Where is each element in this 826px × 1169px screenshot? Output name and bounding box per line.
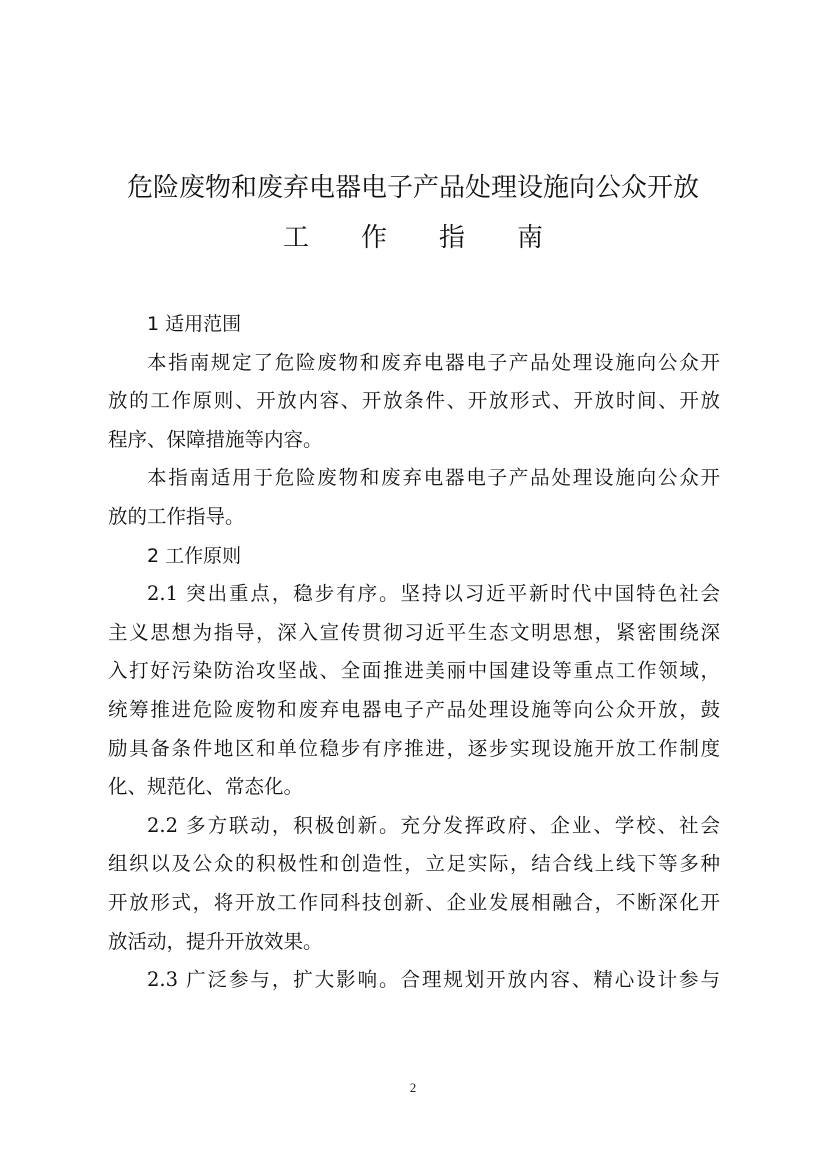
subtitle-char: 工 xyxy=(282,223,309,253)
paragraph-line: 本指南适用于危险废物和废弃电器电子产品处理设施向公众开 xyxy=(147,466,720,490)
subtitle-char: 南 xyxy=(517,223,544,253)
paragraph-line: 放活动，提升开放效果。 xyxy=(108,929,323,953)
section-heading: 1 适用范围 xyxy=(147,313,242,335)
paragraph-line: 2.3 广泛参与，扩大影响。合理规划开放内容、精心设计参与 xyxy=(147,968,720,992)
paragraph-line: 程序、保障措施等内容。 xyxy=(108,427,323,451)
paragraph-line: 主义思想为指导，深入宣传贯彻习近平生态文明思想，紧密围绕深 xyxy=(108,620,720,644)
paragraph-line: 2.1 突出重点，稳步有序。坚持以习近平新时代中国特色社会 xyxy=(147,582,720,606)
document-body xyxy=(108,305,720,1000)
paragraph-line: 入打好污染防治攻坚战、全面推进美丽中国建设等重点工作领域， xyxy=(108,659,720,683)
paragraph-line: 放的工作原则、开放内容、开放条件、开放形式、开放时间、开放 xyxy=(108,389,720,413)
paragraph-line: 化、规范化、常态化。 xyxy=(108,775,304,799)
paragraph-line: 本指南规定了危险废物和废弃电器电子产品处理设施向公众开 xyxy=(147,350,720,374)
page-number: 2 xyxy=(409,1080,417,1095)
paragraph-line: 2.2 多方联动，积极创新。充分发挥政府、企业、学校、社会 xyxy=(147,813,720,837)
section-heading: 2 工作原则 xyxy=(147,544,242,567)
paragraph-line: 统筹推进危险废物和废弃电器电子产品处理设施等向公众开放，鼓 xyxy=(108,697,720,721)
subtitle-char: 指 xyxy=(439,223,466,253)
paragraph-line: 组织以及公众的积极性和创造性，立足实际，结合线上线下等多种 xyxy=(108,852,720,876)
paragraph-line: 放的工作指导。 xyxy=(108,504,245,528)
subtitle-char: 作 xyxy=(360,223,387,253)
paragraph-line: 开放形式，将开放工作同科技创新、企业发展相融合，不断深化开 xyxy=(108,890,720,914)
paragraph-line: 励具备条件地区和单位稳步有序推进，逐步实现设施开放工作制度 xyxy=(108,736,720,760)
document-subtitle xyxy=(0,223,826,253)
document-title: 危险废物和废弃电器电子产品处理设施向公众开放 xyxy=(126,173,699,203)
